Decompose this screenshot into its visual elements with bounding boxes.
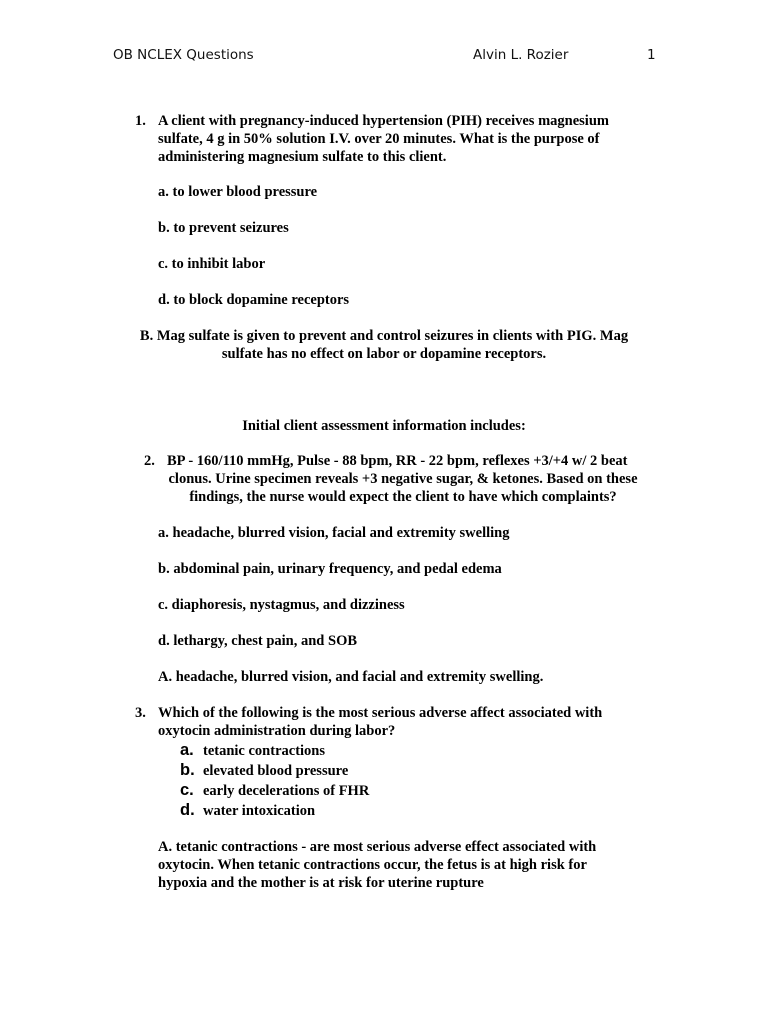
q3-option-d-letter: d. [180, 801, 195, 819]
q2-number: 2. [144, 453, 155, 469]
header-page-number: 1 [647, 47, 656, 63]
q1-option-c: c. to inhibit labor [158, 256, 266, 272]
q3-answer-line: hypoxia and the mother is at risk for uterine rupture [158, 875, 484, 891]
q2-line: BP - 160/110 mmHg, Pulse - 88 bpm, RR - 22 bpm, reflexes +3/+4 w/ 2 beat [167, 453, 628, 469]
q3-answer-line: oxytocin. When tetanic contractions occur, the fetus is at high risk for [158, 857, 587, 873]
q3-option-c-letter: c. [180, 781, 194, 799]
q1-option-a: a. to lower blood pressure [158, 184, 318, 200]
q1-answer-line: B. Mag sulfate is given to prevent and control seizures in clients with PIG. Mag [139, 328, 629, 344]
q2-answer: A. headache, blurred vision, and facial and extremity swelling. [158, 669, 544, 685]
q3-option-a-letter: a. [180, 741, 194, 759]
q1-line: A client with pregnancy-induced hypertension (PIH) receives magnesium [158, 113, 609, 129]
q3-answer-line: A. tetanic contractions - are most serious adverse effect associated with [158, 839, 597, 855]
q3-line: oxytocin administration during labor? [158, 723, 396, 739]
q1-option-d: d. to block dopamine receptors [158, 292, 350, 308]
q2-line: findings, the nurse would expect the client to have which complaints? [189, 489, 617, 505]
q3-option-b-text: elevated blood pressure [203, 763, 349, 779]
header-author: Alvin L. Rozier [473, 47, 569, 63]
q1-option-b: b. to prevent seizures [158, 220, 289, 236]
q2-option-a: a. headache, blurred vision, facial and extremity swelling [158, 525, 510, 541]
q1-number: 1. [135, 113, 146, 129]
q3-option-a-text: tetanic contractions [203, 743, 326, 759]
q3-option-b-letter: b. [180, 761, 195, 779]
q3-line: Which of the following is the most serious adverse affect associated with [158, 705, 603, 721]
q1-answer-line: sulfate has no effect on labor or dopamine receptors. [221, 346, 547, 362]
q2-option-c: c. diaphoresis, nystagmus, and dizziness [158, 597, 405, 613]
q1-line: sulfate, 4 g in 50% solution I.V. over 20 minutes. What is the purpose of [158, 131, 600, 147]
q1-line: administering magnesium sulfate to this client. [158, 149, 447, 165]
q3-option-d-text: water intoxication [203, 803, 316, 819]
q2-line: clonus. Urine specimen reveals +3 negative sugar, & ketones. Based on these [168, 471, 638, 487]
q2-option-b: b. abdominal pain, urinary frequency, and pedal edema [158, 561, 502, 577]
assessment-intro: Initial client assessment information includes: [242, 418, 526, 434]
header-title: OB NCLEX Questions [113, 47, 254, 63]
q3-option-c-text: early decelerations of FHR [203, 783, 370, 799]
q3-number: 3. [135, 705, 146, 721]
q2-option-d: d. lethargy, chest pain, and SOB [158, 633, 358, 649]
